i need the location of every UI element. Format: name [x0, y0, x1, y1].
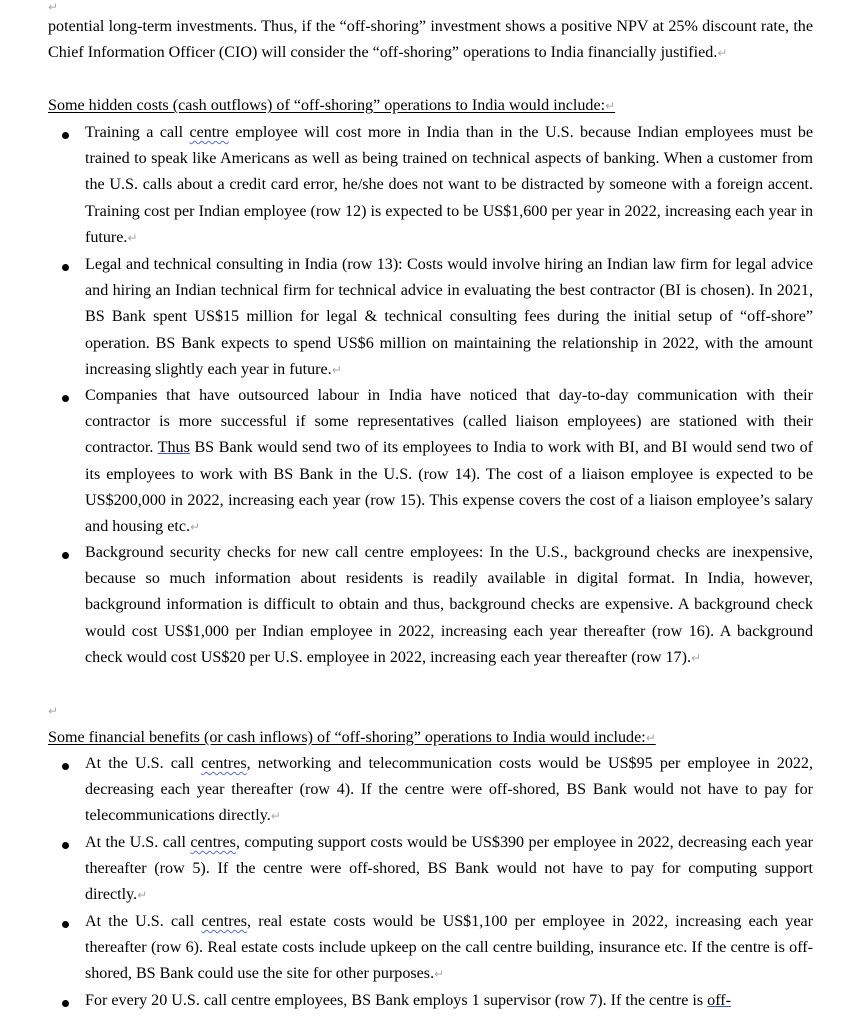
grammar-flag[interactable]: off- — [707, 992, 731, 1009]
return-mark-icon: ↵ — [717, 46, 728, 61]
return-mark-icon: ↵ — [190, 520, 201, 535]
bullet-icon — [62, 912, 70, 920]
list-item — [85, 988, 813, 1014]
return-mark-icon: ↵ — [127, 230, 138, 245]
bullet-icon — [62, 386, 70, 394]
bullet-icon — [62, 123, 70, 131]
item-text: At the U.S. call — [85, 755, 202, 772]
list-item — [85, 120, 813, 251]
item-text: , real estate costs would be US$1,100 per employee in 2022, increasing each year thereafter (row 6). Real estate costs include upkeep on the call centre building, insurance etc. If the centre is off-shored, BS Bank could use the site for other purposes. — [85, 913, 813, 983]
list-item — [85, 751, 813, 830]
benefits-heading — [48, 725, 656, 751]
bullet-icon — [62, 255, 70, 263]
item-text: At the U.S. call — [85, 834, 191, 851]
list-item — [85, 540, 813, 671]
list-item — [85, 830, 813, 909]
intro-paragraph — [48, 14, 813, 66]
item-text: Background security checks for new call centre employees: In the U.S., background checks are inexpensive, because so much information about residents is readily available in digital format. In India, however, background information is difficult to obtain and thus, background checks are expensive. A background check would cost US$1,000 per Indian employee in 2022, increasing each year thereafter (row 16). A background check would cost US$20 per U.S. employee in 2022, increasing each year thereafter (row 17). — [85, 544, 813, 666]
return-mark-icon: ↵ — [645, 731, 656, 745]
spelling-flag[interactable]: centres — [201, 755, 247, 772]
item-text: At the U.S. call — [85, 913, 202, 930]
spelling-flag[interactable]: centre — [189, 124, 229, 141]
return-mark-icon: ↵ — [137, 888, 148, 903]
item-text: , networking and telecommunication costs would be US$95 per employee in 2022, decreasing each year thereafter (row 4). If the centre were off-shored, BS Bank would not have to pay for telecommunications directly. — [85, 755, 814, 825]
list-item — [85, 909, 813, 988]
spelling-flag[interactable]: centres — [201, 913, 247, 930]
return-mark-icon: ↵ — [270, 809, 281, 824]
item-text: BS Bank would send two of its employees to India to work with BI, and BI would send two of its employees to work with BS Bank in the U.S. (row 14). The cost of a liaison employee is expected to be US$200,000 in 2022, increasing each year (row 15). This expense covers the cost of a liaison employee’s salary and housing etc. — [85, 439, 813, 536]
return-mark-icon: ↵ — [331, 362, 342, 377]
return-mark-icon: ↵ — [48, 704, 59, 718]
return-mark-icon: ↵ — [691, 650, 702, 665]
bullet-icon — [62, 754, 70, 762]
bullet-icon — [62, 991, 70, 999]
item-text: For every 20 U.S. call centre employees, BS Bank employs 1 supervisor (row 7). If the centre is — [85, 992, 708, 1009]
bullet-icon — [62, 543, 70, 551]
bullet-icon — [62, 833, 70, 841]
item-text: Training a call — [85, 124, 190, 141]
item-text: Legal and technical consulting in India (row 13): Costs would involve hiring an Indian law firm for legal advice and hiring an Indian technical firm for technical advice in evaluating the best contractor (BI is chosen). In 2021, BS Bank spent US$15 million for legal & technical consulting fees during the initial setup of “off-shore” operation. BS Bank expects to spend US$6 million on maintaining the relationship in 2022, with the amount increasing slightly each year in future. — [85, 256, 813, 378]
item-text: , computing support costs would be US$390 per employee in 2022, decreasing each year thereafter (row 5). If the centre were off-shored, BS Bank would not have to pay for computing support directly. — [85, 834, 814, 904]
benefits-heading-text: Some financial benefits (or cash inflows) of “off-shoring” operations to India would include: — [48, 729, 646, 746]
hidden-costs-heading — [48, 93, 615, 119]
intro-text: potential long-term investments. Thus, if the “off-shoring” investment shows a positive NPV at 25% discount rate, the Chief Information Officer (CIO) will consider the “off-shoring” operations to India financially justified. — [48, 18, 813, 62]
item-text: Companies that have outsourced labour in India have noticed that day-to-day communication with their contractor is more successful if some representatives (called liaison employees) are stationed with their contractor. — [85, 387, 813, 457]
list-item — [85, 383, 813, 540]
return-mark-icon: ↵ — [605, 99, 616, 113]
grammar-flag[interactable]: Thus — [157, 439, 190, 457]
item-text: employee will cost more in India than in the U.S. because Indian employees must be trained to speak like Americans as well as being trained on technical aspects of banking. When a customer from the U.S. calls about a credit card error, he/she does not want to be distracted by someone with a foreign accent. Training cost per Indian employee (row 12) is expected to be US$1,600 per year in 2022, increasing each year in future. — [85, 124, 814, 246]
hidden-costs-heading-text: Some hidden costs (cash outflows) of “off-shoring” operations to India would include: — [48, 97, 606, 114]
return-mark-icon: ↵ — [434, 967, 445, 982]
return-mark-icon: ↵ — [48, 0, 59, 14]
spelling-flag[interactable]: centres — [190, 834, 236, 851]
list-item — [85, 252, 813, 383]
